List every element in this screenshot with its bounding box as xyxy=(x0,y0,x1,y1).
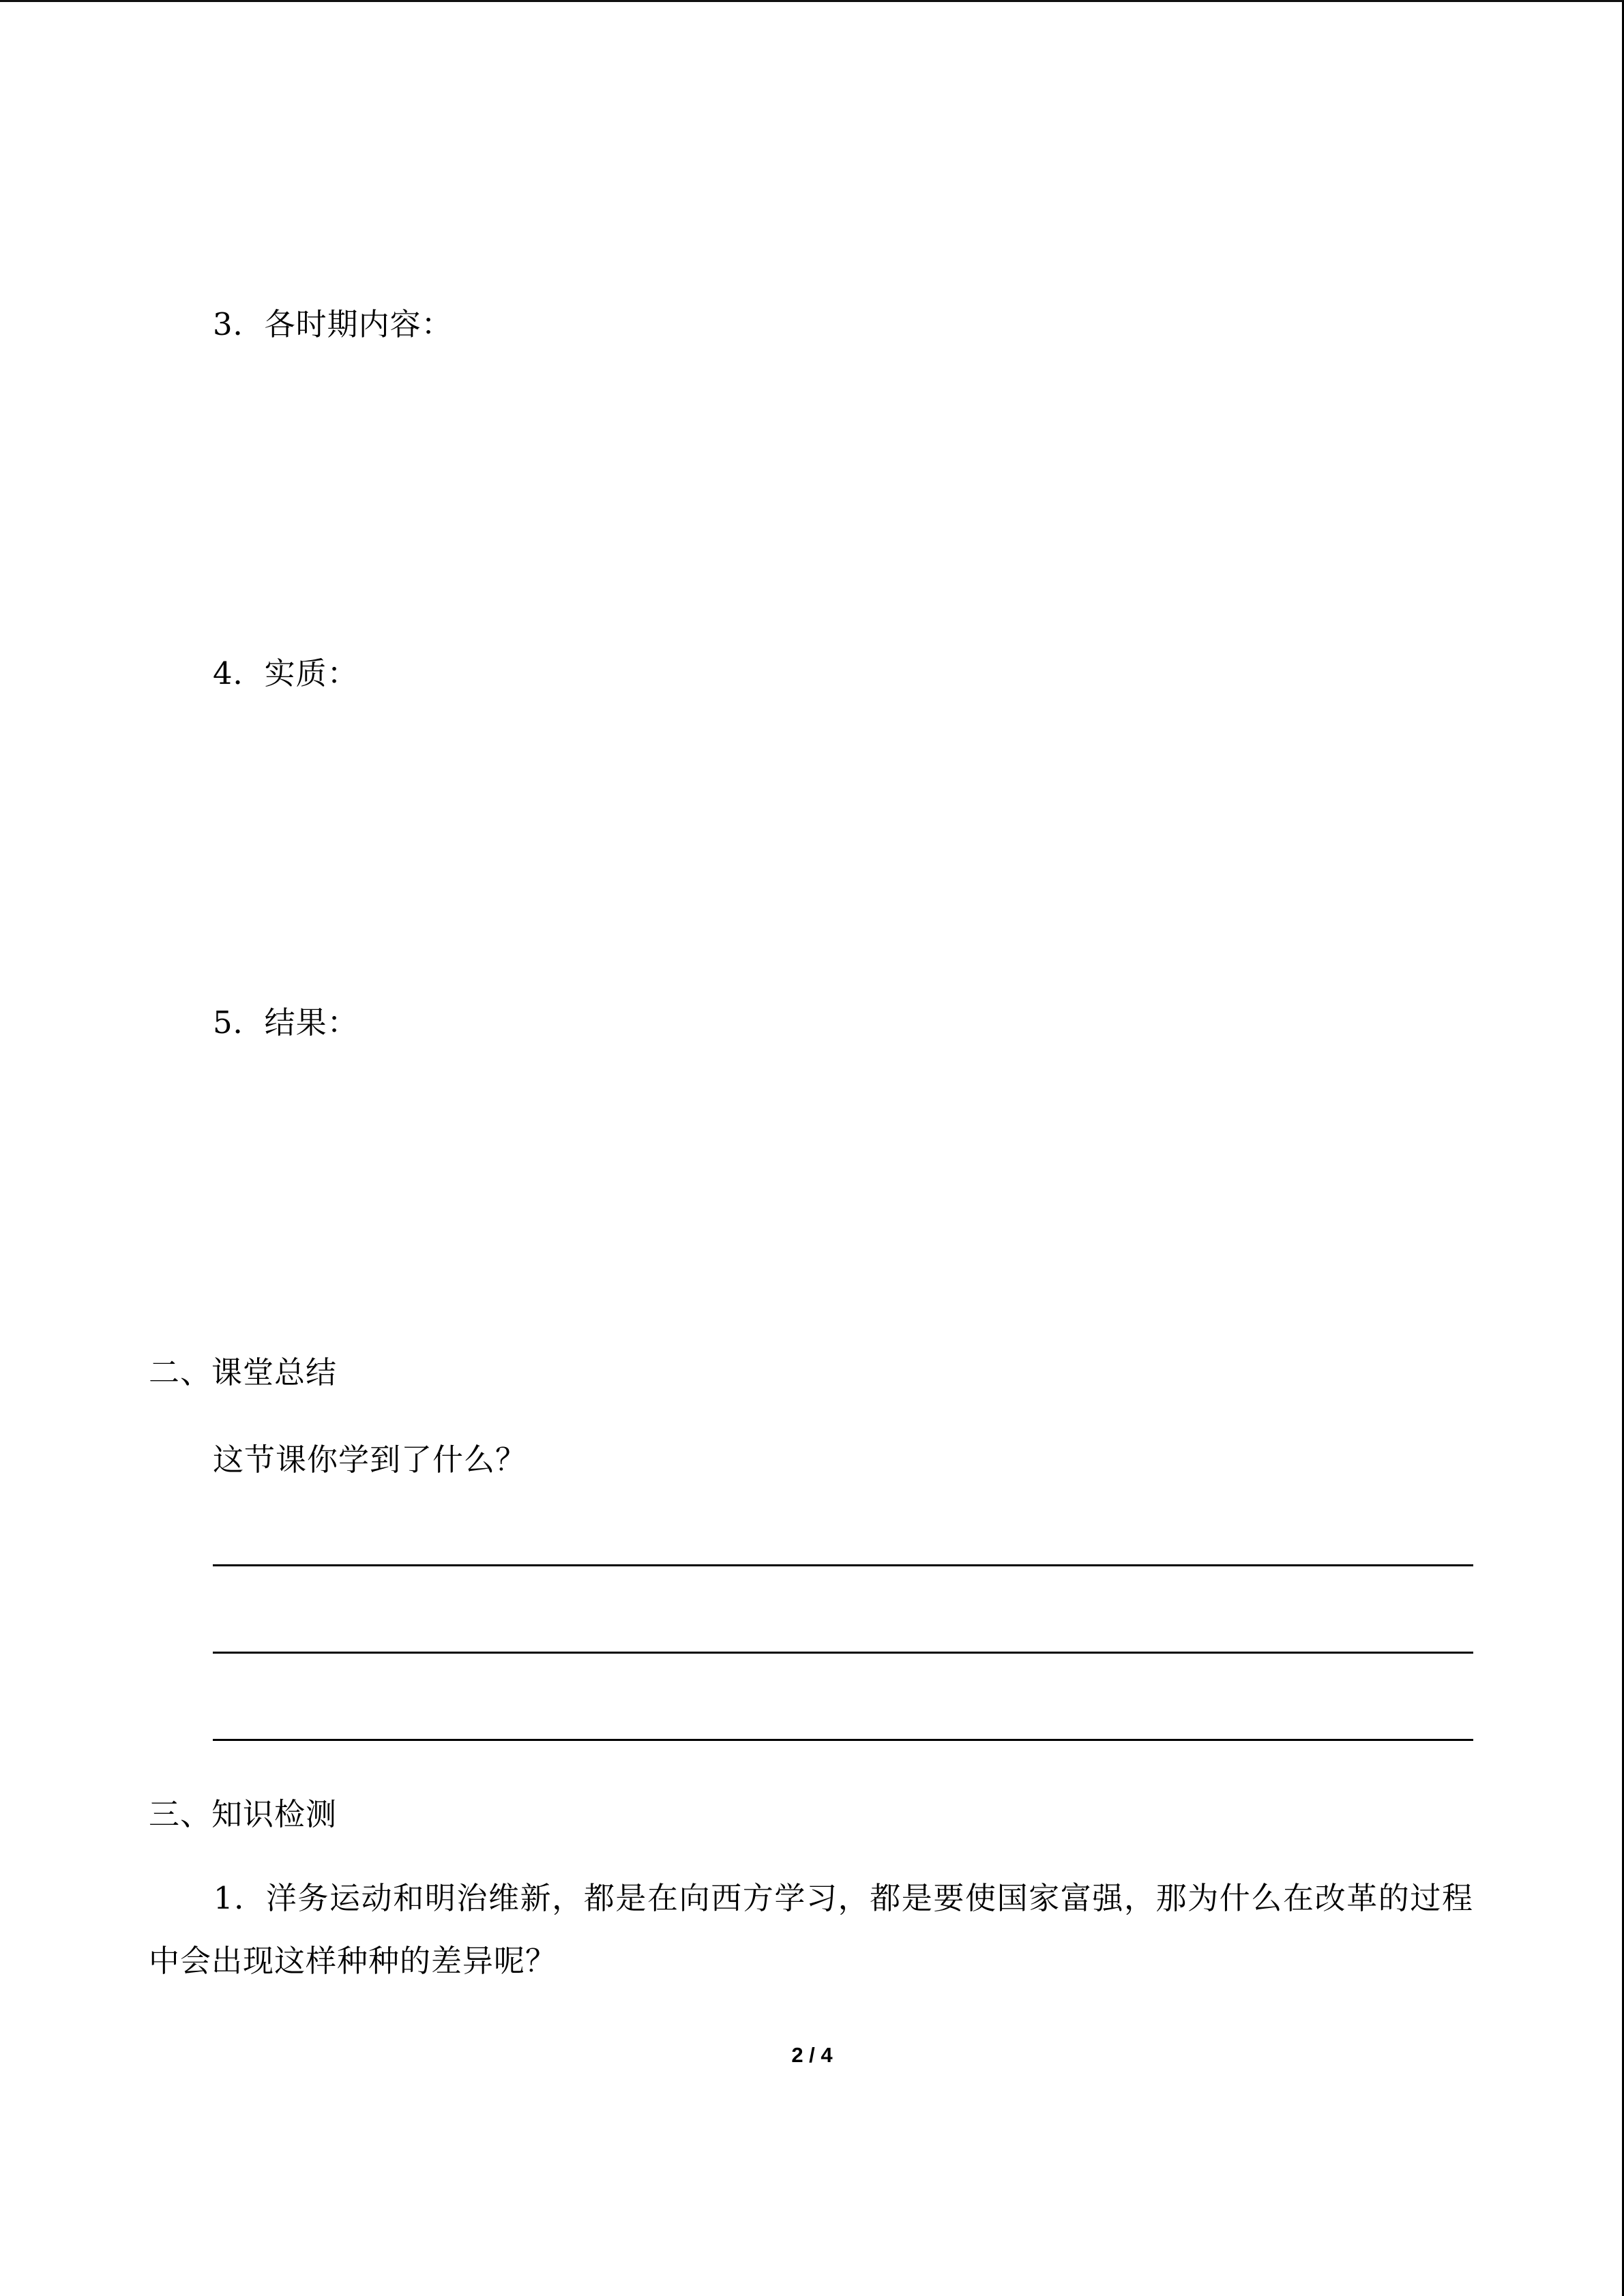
answer-line-1[interactable] xyxy=(213,1564,1473,1566)
page-indicator: 2 / 4 xyxy=(791,2043,833,2067)
item-4-label: 4．实质： xyxy=(213,655,359,691)
answer-line-3[interactable] xyxy=(213,1739,1473,1741)
section-heading-quiz: 三、知识检测 xyxy=(149,1796,338,1832)
quiz-question-1 xyxy=(149,1867,1473,1993)
answer-line-2[interactable] xyxy=(213,1652,1473,1654)
summary-prompt: 这节课你学到了什么？ xyxy=(213,1442,527,1478)
item-5-label: 5．结果： xyxy=(213,1004,359,1041)
section-heading-summary: 二、课堂总结 xyxy=(149,1354,338,1390)
quiz-question-1-text: 1．洋务运动和明治维新，都是在向西方学习，都是要使国家富强，那为什么在改革的过程中会出现这样种种的差异呢？ xyxy=(149,1880,1473,1979)
item-3-label: 3．各时期内容： xyxy=(213,306,453,342)
